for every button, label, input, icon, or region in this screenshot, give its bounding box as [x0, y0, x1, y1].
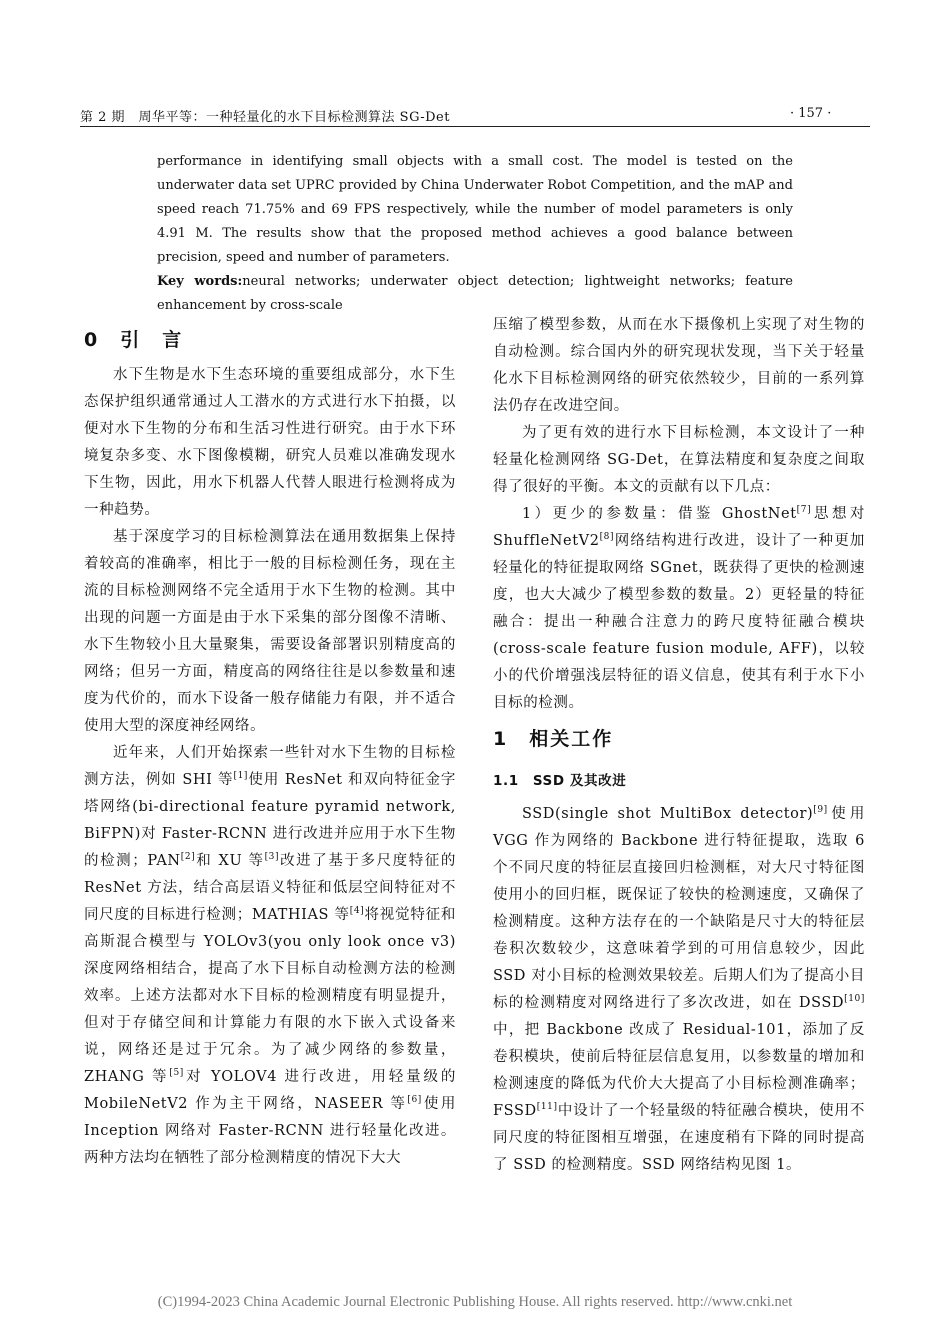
citation: [4]	[349, 906, 365, 917]
subsection-heading-ssd: 1.1 SSD 及其改进	[493, 773, 627, 789]
keywords-text: neural networks; underwater object detection; lightweight networks; feature enhancement by cross-scale	[157, 274, 793, 313]
keywords-label: Key words:	[157, 274, 243, 289]
paragraph: 水下生物是水下生态环境的重要组成部分，水下生态保护组织通常通过人工潜水的方式进行水下拍摄，以便对水下生物的分布和生活习性进行研究。由于水下环境复杂多变、水下图像模糊，研究人员难以准确发现水下生物，因此，用水下机器人代替人眼进行检测将成为一种趋势。	[84, 367, 456, 518]
keywords	[157, 270, 793, 318]
paragraph: 近年来，人们开始探索一些针对水下生物的目标检测方法，例如 SHI 等[1]使用 ResNet 和双向特征金字塔网络(bi-directional feature pyramid network, BiFPN)对 Faster-RCNN 进行改进并应用于水下生物的检测；PAN[2]和 XU 等[3]改进了基于多尺度特征的 ResNet 方法，结合高层语义特征和低层空间特征对不同尺度的目标进行检测；MATHIAS 等[4]将视觉特征和高斯混合模型与 YOLOv3(you only look once v3)深度网络相结合，提高了水下目标自动检测方法的检测效率。上述方法都对水下目标的检测精度有明显提升，但对于存储空间和计算能力有限的水下嵌入式设备来说，网络还是过于冗余。为了减少网络的参数量，ZHANG 等[5]对 YOLOV4 进行改进，用轻量级的 MobileNetV2 作为主干网络，NASEER 等[6]使用 Inception 网络对 Faster-RCNN 进行轻量化改进。两种方法均在牺牲了部分检测精度的情况下大大	[84, 745, 457, 1166]
right-column	[493, 312, 865, 1179]
citation: [9]	[813, 805, 828, 816]
citation: [1]	[233, 771, 249, 782]
paragraph: SSD(single shot MultiBox detector)[9]使用 VGG 作为网络的 Backbone 进行特征提取，选取 6 个不同尺度的特征层直接回归检测框，对大尺寸特征图使用小的回归框，既保证了较快的检测速度，又确保了检测精度。这种方法存在的一个缺陷是尺寸大的特征层卷积次数较少，这意味着学到的可用信息较少，因此 SSD 对小目标的检测效果较差。后期人们为了提高小目标的检测精度对网络进行了多次改进，如在 DSSD[10]中，把 Backbone 改成了 Residual-101，添加了反卷积模块，使前后特征层信息复用，以参数量的增加和检测速度的降低为代价大大提高了小目标检测准确率；FSSD[11]中设计了一个轻量级的特征融合模块，使用不同尺度的特征图相互增强，在速度稍有下降的同时提高了 SSD 的检测精度。SSD 网络结构见图 1。	[493, 805, 865, 1173]
abstract-block	[157, 150, 793, 318]
page-number: · 157 ·	[790, 106, 832, 121]
citation: [8]	[599, 532, 615, 543]
abstract-text: performance in identifying small objects with a small cost. The model is tested on the underwater data set UPRC provided by China Underwater Robot Competition, and the mAP and speed reach 71.75% and 69 FPS respectively, while the number of model parameters is only 4.91 M. The results show that the proposed method achieves a good balance between precision, speed and number of parameters.	[157, 154, 793, 265]
header-rule	[80, 126, 870, 127]
citation: [3]	[264, 852, 280, 863]
left-column	[84, 318, 456, 1172]
citation: [10]	[844, 994, 865, 1005]
running-header-title: 第 2 期 周华平等：一种轻量化的水下目标检测算法 SG-Det	[80, 110, 450, 125]
paragraph: 为了更有效的进行水下目标检测，本文设计了一种轻量化检测网络 SG-Det，在算法精度和复杂度之间取得了很好的平衡。本文的贡献有以下几点：	[493, 425, 865, 495]
paragraph: 1）更少的参数量：借鉴 GhostNet[7]思想对 ShuffleNetV2[8]网络结构进行改进，设计了一种更加轻量化的特征提取网络 SGnet，既获得了更快的检测速度，也大大减少了模型参数的数量。2）更轻量的特征融合：提出一种融合注意力的跨尺度特征融合模块(cross-scale feature fusion module, AFF)，以较小的代价增强浅层特征的语义信息，使其有利于水下小目标的检测。	[493, 505, 865, 711]
citation: [6]	[407, 1095, 422, 1106]
paragraph: 基于深度学习的目标检测算法在通用数据集上保持着较高的准确率，相比于一般的目标检测任务，现在主流的目标检测网络不完全适用于水下生物的检测。其中出现的问题一方面是由于水下采集的部分图像不清晰、水下生物较小且大量聚集，需要设备部署识别精度高的网络；但另一方面，精度高的网络往往是以参数量和速度为代价的，而水下设备一般存储能力有限，并不适合使用大型的深度神经网络。	[84, 529, 456, 734]
section-heading-related-work: 1 相关工作	[493, 728, 614, 750]
citation: [2]	[180, 852, 196, 863]
citation: [5]	[169, 1068, 184, 1079]
copyright-footer: (C)1994-2023 China Academic Journal Electronic Publishing House. All rights reserved. http://www.cnki.net	[157, 1294, 793, 1310]
citation: [11]	[536, 1102, 558, 1113]
citation: [7]	[796, 505, 812, 516]
section-heading-introduction: 0 引 言	[84, 329, 184, 351]
paragraph: 压缩了模型参数，从而在水下摄像机上实现了对生物的自动检测。综合国内外的研究现状发现，当下关于轻量化水下目标检测网络的研究依然较少，目前的一系列算法仍存在改进空间。	[493, 317, 865, 414]
